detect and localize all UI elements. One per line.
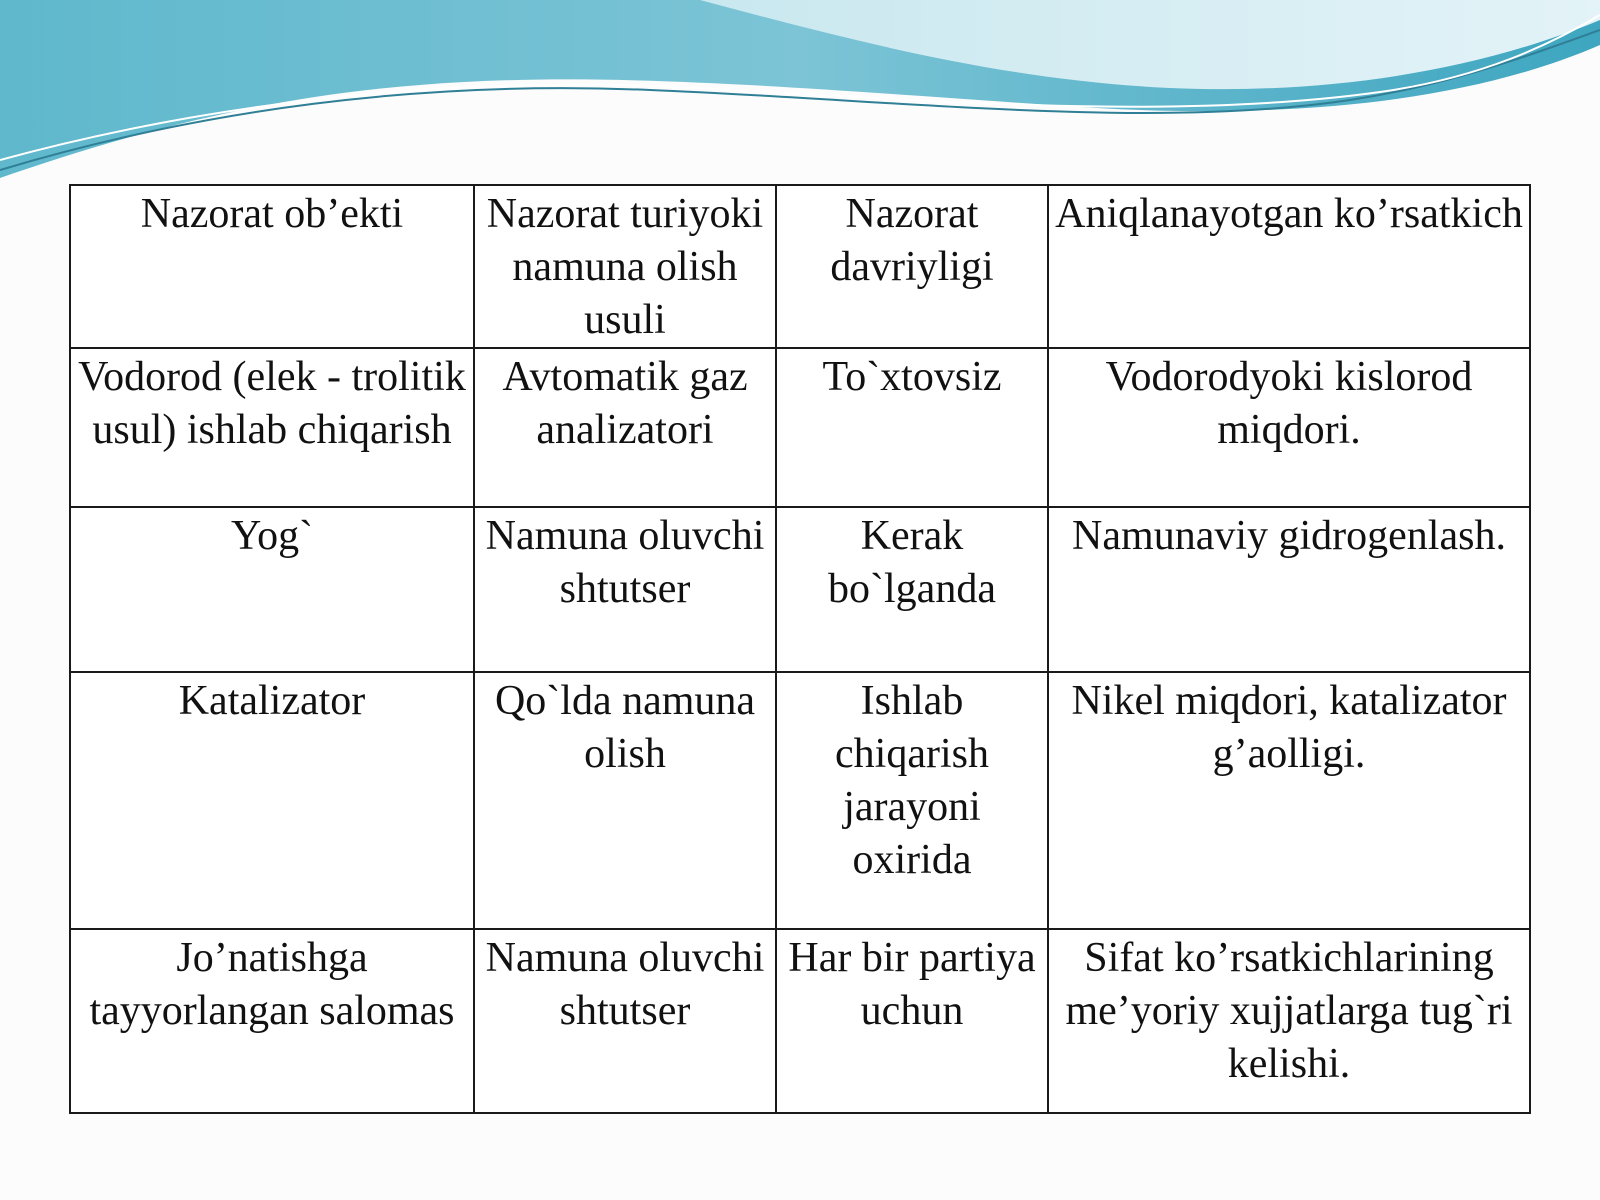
cell-text: Har bir partiya uchun <box>788 935 1036 1034</box>
table-row <box>70 672 1530 929</box>
cell-text: Nikel miqdori, katalizator g’aolligi. <box>1071 678 1507 777</box>
table-cell <box>474 507 776 672</box>
table-cell <box>776 185 1048 348</box>
cell-text: Vodorodyoki kislorod miqdori. <box>1105 354 1473 453</box>
cell-text: Namunaviy gidrogenlash. <box>1072 513 1506 559</box>
table-cell <box>1048 672 1530 929</box>
table-cell <box>70 507 474 672</box>
table-cell <box>776 348 1048 507</box>
table-row <box>70 507 1530 672</box>
control-table <box>69 184 1531 1114</box>
cell-text: Vodorod (elek - trolitik usul) ishlab chiqarish <box>78 354 466 453</box>
cell-text: Nazorat ob’ekti <box>140 191 404 237</box>
control-table-container <box>69 184 1523 1114</box>
table-cell <box>776 507 1048 672</box>
cell-text: Kerak bo`lganda <box>828 513 996 612</box>
cell-text: Yog` <box>230 513 314 559</box>
table-cell <box>1048 929 1530 1113</box>
cell-text: Jo’natishga tayyorlangan salomas <box>89 935 455 1034</box>
table-cell <box>776 929 1048 1113</box>
cell-text: Sifat ko’rsatkichlarining me’yoriy xujjatlarga tug`ri kelishi. <box>1065 935 1513 1087</box>
table-cell <box>70 348 474 507</box>
table-cell <box>70 185 474 348</box>
cell-text: Nazorat turiyoki namuna olish usuli <box>486 191 764 343</box>
table-cell <box>70 672 474 929</box>
cell-text: Avtomatik gaz analizatori <box>502 354 748 453</box>
cell-text: Nazorat davriyligi <box>830 191 994 290</box>
cell-text: Namuna oluvchi shtutser <box>485 513 765 612</box>
table-cell <box>474 348 776 507</box>
cell-text: To`xtovsiz <box>822 354 1002 400</box>
cell-text: Aniqlanayotgan ko’rsatkich <box>1055 191 1523 237</box>
header-wave-decoration <box>0 0 1600 190</box>
cell-text: Ishlab chiqarish jarayoni oxirida <box>835 678 989 883</box>
cell-text: Qo`lda namuna olish <box>494 678 756 777</box>
table-cell <box>474 185 776 348</box>
table-cell <box>1048 348 1530 507</box>
cell-text: Katalizator <box>178 678 366 724</box>
cell-text: Namuna oluvchi shtutser <box>485 935 765 1034</box>
table-cell <box>776 672 1048 929</box>
table-header-row <box>70 185 1530 348</box>
table-row <box>70 929 1530 1113</box>
table-cell <box>1048 185 1530 348</box>
table-cell <box>474 672 776 929</box>
table-cell <box>474 929 776 1113</box>
table-cell <box>70 929 474 1113</box>
table-row <box>70 348 1530 507</box>
table-cell <box>1048 507 1530 672</box>
